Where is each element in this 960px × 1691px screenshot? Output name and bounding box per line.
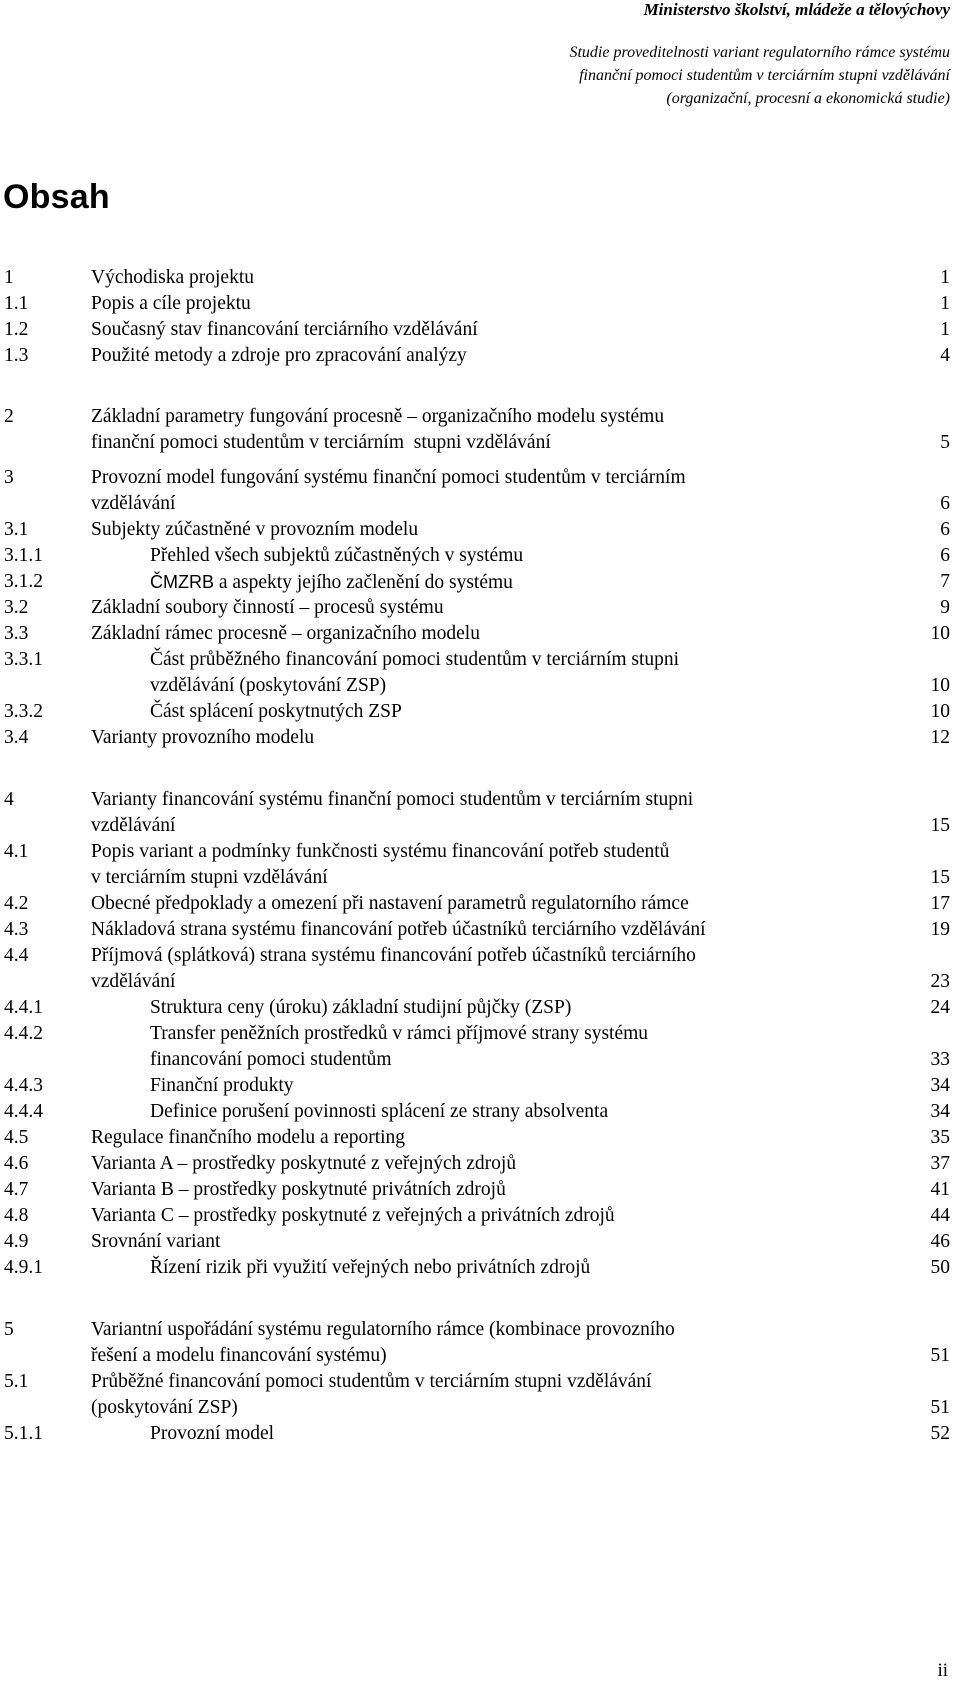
toc-entry-page: 34 (930, 1075, 950, 1096)
toc-entry-title (91, 787, 811, 839)
toc-entry-title-line: Základní parametry fungování procesně – organizačního modelu systému (91, 406, 665, 427)
toc-entry-page: 10 (930, 701, 950, 722)
page-title: Obsah (3, 178, 110, 216)
toc-entry[interactable] (4, 595, 960, 621)
toc-entry-number: 5 (4, 1319, 14, 1340)
toc-entry-page: 1 (940, 319, 950, 340)
toc-entry-title-line: Nákladová strana systému financování potřeb účastníků terciárního vzdělávání (91, 919, 706, 940)
toc-entry-title-line: Základní soubory činností – procesů systému (91, 597, 444, 618)
toc-entry[interactable] (4, 1177, 960, 1203)
toc-entry-page: 17 (930, 893, 950, 914)
toc-entry-title-line: Regulace finančního modelu a reporting (91, 1127, 406, 1148)
toc-entry-page: 12 (930, 727, 950, 748)
toc-entry-number: 3.2 (4, 597, 29, 618)
toc-entry-number: 1.2 (4, 319, 29, 340)
toc-entry-title-line: Popis a cíle projektu (91, 293, 251, 314)
toc-entry-title (150, 647, 810, 699)
toc-entry-title (150, 995, 810, 1021)
toc-entry-number: 4.4.2 (4, 1023, 43, 1044)
toc-entry-page: 50 (930, 1257, 950, 1278)
page-number: ii (937, 1660, 948, 1681)
toc-entry[interactable] (4, 517, 960, 543)
toc-entry-title (150, 1021, 810, 1073)
toc-entry[interactable] (4, 891, 960, 917)
toc-entry-page: 4 (940, 345, 950, 366)
header-line-3: (organizační, procesní a ekonomická studie) (666, 90, 950, 107)
toc-entry-title-line: Použité metody a zdroje pro zpracování analýzy (91, 345, 467, 366)
toc-entry-title-line: Varianty provozního modelu (91, 727, 315, 748)
toc-entry-number: 3.3 (4, 623, 29, 644)
toc-entry-page: 23 (930, 971, 950, 992)
toc-entry-title-line: Varianta A – prostředky poskytnuté z veřejných zdrojů (91, 1153, 517, 1174)
toc-entry-title (91, 1151, 811, 1177)
toc-entry-number: 4.4 (4, 945, 29, 966)
toc-entry[interactable] (4, 1073, 960, 1099)
toc-entry-number: 4.7 (4, 1179, 29, 1200)
toc-entry-page: 15 (930, 867, 950, 888)
toc-entry[interactable] (4, 1125, 960, 1151)
toc-entry[interactable] (4, 917, 960, 943)
toc-entry-page: 1 (940, 293, 950, 314)
toc-entry-title-line: řešení a modelu financování systému) (91, 1345, 387, 1366)
toc-entry-title-line: vzdělávání (91, 971, 176, 992)
toc-entry-title (91, 265, 811, 291)
toc-entry-title (150, 1421, 810, 1447)
toc-entry-page: 19 (930, 919, 950, 940)
header-line-2: finanční pomoci studentům v terciárním stupni vzdělávání (579, 67, 950, 84)
toc-entry-number: 4.9.1 (4, 1257, 43, 1278)
toc-entry-title-line: Obecné předpoklady a omezení při nastavení parametrů regulatorního rámce (91, 893, 689, 914)
toc-entry-page: 6 (940, 493, 950, 514)
toc-entry-page: 37 (930, 1153, 950, 1174)
toc-entry[interactable] (4, 1099, 960, 1125)
toc-entry-number: 5.1.1 (4, 1423, 43, 1444)
toc-entry-title-line: Provozní model (150, 1423, 275, 1444)
toc-entry[interactable] (4, 1229, 960, 1255)
toc-entry-title-line: finanční pomoci studentům v terciárním stupni vzdělávání (91, 432, 551, 453)
toc-entry-title-line: Průběžné financování pomoci studentům v terciárním stupni vzdělávání (91, 1371, 652, 1392)
toc-entry[interactable] (4, 1317, 960, 1369)
toc-entry[interactable] (4, 465, 960, 517)
toc-entry-page: 10 (930, 623, 950, 644)
toc-entry-number: 4.8 (4, 1205, 29, 1226)
toc-entry-title (150, 543, 810, 569)
toc-entry[interactable] (4, 291, 960, 317)
toc-entry[interactable] (4, 265, 960, 291)
toc-entry-title (91, 891, 811, 917)
toc-entry-number: 3.4 (4, 727, 29, 748)
toc-entry-title (91, 917, 811, 943)
toc-entry[interactable] (4, 1369, 960, 1421)
toc-entry-title (91, 1229, 811, 1255)
toc-entry[interactable] (4, 699, 960, 725)
toc-entry-page: 7 (940, 571, 950, 592)
toc-entry-title (91, 1203, 811, 1229)
toc-entry[interactable] (4, 317, 960, 343)
toc-entry-number: 3.3.2 (4, 701, 43, 722)
toc-entry-number: 4.9 (4, 1231, 29, 1252)
toc-entry-number: 4.4.1 (4, 997, 43, 1018)
toc-entry-number: 3.1.2 (4, 571, 43, 592)
toc-entry-page: 10 (930, 675, 950, 696)
toc-entry-title (150, 1255, 810, 1281)
toc-entry-number: 4 (4, 789, 14, 810)
toc-entry-title (91, 1369, 811, 1421)
toc-entry-title (91, 343, 811, 369)
toc-entry-title-line: Finanční produkty (150, 1075, 294, 1096)
toc-entry[interactable] (4, 1255, 960, 1281)
toc-entry[interactable] (4, 1203, 960, 1229)
toc-entry-title-line: Část splácení poskytnutých ZSP (150, 701, 402, 722)
toc-entry-title-line: Variantní uspořádání systému regulatorního rámce (kombinace provozního (91, 1319, 675, 1340)
toc-entry-number: 4.3 (4, 919, 29, 940)
toc-entry-title-line: financování pomoci studentům (150, 1049, 392, 1070)
toc-entry-page: 5 (940, 432, 950, 453)
toc-entry-page: 1 (940, 267, 950, 288)
toc-entry-title-line: v terciárním stupni vzdělávání (91, 867, 328, 888)
toc-entry-title-line: Transfer peněžních prostředků v rámci příjmové strany systému (150, 1023, 649, 1044)
toc-entry-number: 2 (4, 406, 14, 427)
toc-entry-title-line: Popis variant a podmínky funkčnosti systému financování potřeb studentů (91, 841, 670, 862)
toc-entry[interactable] (4, 943, 960, 995)
toc-entry-number: 1 (4, 267, 14, 288)
toc-entry[interactable] (4, 1021, 960, 1073)
toc-entry[interactable] (4, 621, 960, 647)
toc-entry-number: 1.3 (4, 345, 29, 366)
toc-entry[interactable] (4, 787, 960, 839)
toc-entry-number: 4.5 (4, 1127, 29, 1148)
toc-entry-title (91, 465, 811, 517)
toc-entry-page: 34 (930, 1101, 950, 1122)
toc-entry[interactable] (4, 725, 960, 751)
toc-entry-number: 3.1.1 (4, 545, 43, 566)
toc-entry-title (150, 569, 810, 596)
toc-entry-page: 44 (930, 1205, 950, 1226)
toc-entry-title (91, 943, 811, 995)
header-line-1: Studie proveditelnosti variant regulatorního rámce systému (569, 44, 950, 61)
toc-entry-title-line: Varianta B – prostředky poskytnuté privátních zdrojů (91, 1179, 506, 1200)
toc-entry-number: 4.4.4 (4, 1101, 43, 1122)
toc-entry-number: 4.4.3 (4, 1075, 43, 1096)
toc-entry-title (91, 839, 811, 891)
toc-entry-title (91, 1177, 811, 1203)
toc-entry-title-line: ČMZRB a aspekty jejího začlenění do systému (150, 572, 513, 593)
toc-entry[interactable] (4, 995, 960, 1021)
toc-entry-number: 4.6 (4, 1153, 29, 1174)
toc-entry-title-line: vzdělávání (91, 493, 176, 514)
toc-entry-title-line: vzdělávání (91, 815, 176, 836)
toc-entry-title-line: Varianta C – prostředky poskytnuté z veřejných a privátních zdrojů (91, 1205, 615, 1226)
toc-entry-title (150, 1073, 810, 1099)
toc-entry-title (91, 1125, 811, 1151)
header-ministry: Ministerstvo školství, mládeže a tělovýchovy (643, 0, 950, 19)
toc-entry-page: 24 (930, 997, 950, 1018)
toc-entry-page: 46 (930, 1231, 950, 1252)
toc-entry[interactable] (4, 543, 960, 569)
toc-entry-page: 51 (930, 1397, 950, 1418)
toc-entry-title-line: Východiska projektu (91, 267, 255, 288)
toc-entry-title (150, 699, 810, 725)
toc-entry[interactable] (4, 647, 960, 699)
toc-entry-page: 41 (930, 1179, 950, 1200)
toc-entry-title-line: vzdělávání (poskytování ZSP) (150, 675, 387, 696)
toc-entry-page: 52 (930, 1423, 950, 1444)
toc-entry-title (91, 621, 811, 647)
toc-entry-title-line: Definice porušení povinnosti splácení ze strany absolventa (150, 1101, 609, 1122)
toc-entry-title-line: Část průběžného financování pomoci studentům v terciárním stupni (150, 649, 680, 670)
toc-entry-title-line: Subjekty zúčastněné v provozním modelu (91, 519, 419, 540)
toc-entry[interactable] (4, 1421, 960, 1447)
toc-entry-title (91, 291, 811, 317)
toc-entry-number: 3.1 (4, 519, 29, 540)
toc-entry-page: 51 (930, 1345, 950, 1366)
toc-entry-title-line: Srovnání variant (91, 1231, 221, 1252)
toc-entry-title (150, 1099, 810, 1125)
toc-entry-page: 33 (930, 1049, 950, 1070)
toc-entry-title-line: Příjmová (splátková) strana systému financování potřeb účastníků terciárního (91, 945, 696, 966)
toc-entry-title (91, 404, 811, 456)
toc-entry-title (91, 595, 811, 621)
toc-entry-number: 4.1 (4, 841, 29, 862)
toc-entry[interactable] (4, 839, 960, 891)
toc-entry-title (91, 517, 811, 543)
toc-entry-page: 15 (930, 815, 950, 836)
toc-entry-title-line: Současný stav financování terciárního vzdělávání (91, 319, 478, 340)
toc-entry-page: 35 (930, 1127, 950, 1148)
toc-entry[interactable] (4, 569, 960, 595)
toc-entry-number: 4.2 (4, 893, 29, 914)
toc-entry-title-line: Provozní model fungování systému finanční pomoci studentům v terciárním (91, 467, 686, 488)
toc-entry-page: 6 (940, 519, 950, 540)
toc-entry-page: 6 (940, 545, 950, 566)
toc-entry-number: 3 (4, 467, 14, 488)
toc-entry-number: 1.1 (4, 293, 29, 314)
toc-entry-title (91, 317, 811, 343)
toc-entry-title-line: Struktura ceny (úroku) základní studijní půjčky (ZSP) (150, 997, 572, 1018)
toc-entry-title-line: (poskytování ZSP) (91, 1397, 238, 1418)
toc-entry-title (91, 1317, 811, 1369)
toc-entry-title (91, 725, 811, 751)
toc-entry-title-line: Řízení rizik při využití veřejných nebo privátních zdrojů (150, 1257, 591, 1278)
toc-entry-page: 9 (940, 597, 950, 618)
toc-entry[interactable] (4, 1151, 960, 1177)
toc-entry-number: 5.1 (4, 1371, 29, 1392)
toc-entry-title-line: Přehled všech subjektů zúčastněných v systému (150, 545, 524, 566)
toc-entry[interactable] (4, 343, 960, 369)
toc-entry-number: 3.3.1 (4, 649, 43, 670)
toc-entry-title-line: Varianty financování systému finanční pomoci studentům v terciárním stupni (91, 789, 694, 810)
toc-entry[interactable] (4, 404, 960, 456)
toc-entry-title-line: Základní rámec procesně – organizačního modelu (91, 623, 480, 644)
